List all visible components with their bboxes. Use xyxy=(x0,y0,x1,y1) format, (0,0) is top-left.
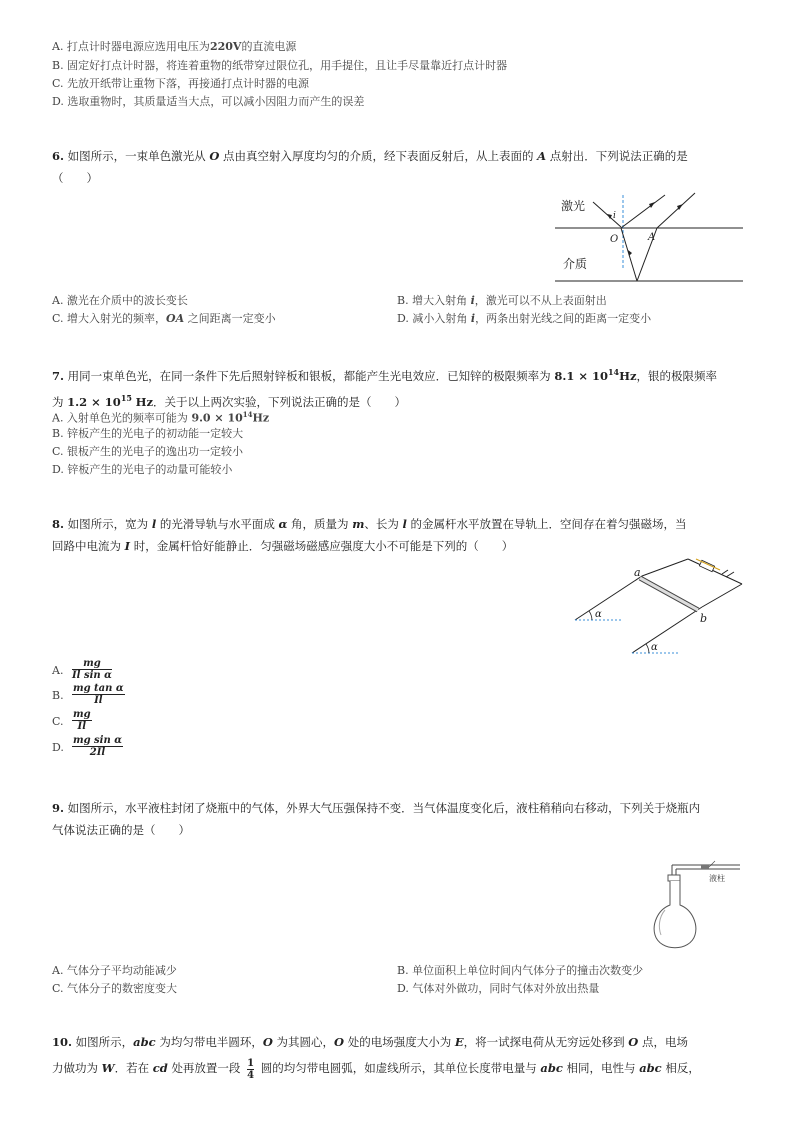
q8-label-a: a xyxy=(634,566,641,579)
q6-option-c: C. 增大入射光的频率，OA 之间距离一定变小 xyxy=(52,312,276,325)
q8-option-b-label: B. xyxy=(52,689,64,702)
q6-figure xyxy=(555,190,745,285)
q9-figure xyxy=(655,855,745,955)
q6-label-A: A xyxy=(648,232,656,243)
q7-option-b: B. 锌板产生的光电子的初动能一定较大 xyxy=(52,427,244,440)
q8-option-d-fraction: $\frac{\text{mg sin α}}{2Il}$ xyxy=(73,735,122,758)
q8-figure xyxy=(570,556,750,656)
q7-option-a: A. 入射单色光的频率可能为 $9.0 \times 10^{14}Hz$ xyxy=(52,410,270,425)
q8-option-a-label: A. xyxy=(52,664,64,677)
q10-stem-line1: 10. 如图所示，abc 为均匀带电半圆环，O 为其圆心，O 处的电场强度大小为 E，将一试探电荷从无穷远处移到 O 点，电场 xyxy=(52,1035,688,1049)
q10-stem-line2: 力做功为 W．若在 cd 处再放置一段 $\frac{1}{4}$ 圆的均匀带电圆弧，如虚线所示，其单位长度带电量与 abc 相同，电性与 abc 相反， xyxy=(52,1057,700,1081)
q9-option-b: B. 单位面积上单位时间内气体分子的撞击次数变少 xyxy=(397,964,644,977)
q6-label-O: O xyxy=(610,234,619,245)
q8-option-a-fraction: $\frac{mg}{\text{Il sin α}}$ xyxy=(72,658,112,681)
q6-label-medium: 介质 xyxy=(563,257,588,271)
q7-option-c: C. 银板产生的光电子的逸出功一定较小 xyxy=(52,445,244,458)
q6-label-laser: 激光 xyxy=(561,199,586,213)
q9-option-c: C. 气体分子的数密度变大 xyxy=(52,982,178,995)
q6-label-i: i xyxy=(613,211,616,221)
q7-stem: 7. 用同一束单色光，在同一条件下先后照射锌板和银板，都能产生光电效应．已知锌的极限频率为 $8.1 \times 10^{14}Hz$，银的极限频率 为 $1.2 \times 10^{15}$ Hz．关于以上两次实验，下列说法正确的是（ ） xyxy=(52,367,718,409)
q8-label-alpha2: α xyxy=(651,642,658,653)
q8-label-alpha1: α xyxy=(595,609,602,620)
q5-option-d: D. 选取重物时，其质量适当大点，可以减小因阻力而产生的误差 xyxy=(52,95,365,108)
q5-option-a: A. 打点计时器电源应选用电压为220V的直流电源 xyxy=(52,40,297,53)
q6-stem: 6. 如图所示，一束单色激光从 O 点由真空射入厚度均匀的介质，经下表面反射后，从上表面的 A 点射出．下列说法正确的是 （ ） xyxy=(52,149,688,185)
q8-option-b-fraction: $\frac{\text{mg tan α}}{Il}$ xyxy=(73,683,124,706)
q6-option-b: B. 增大入射角 i，激光可以不从上表面射出 xyxy=(397,294,607,307)
q6-option-a: A. 激光在介质中的波长变长 xyxy=(52,294,188,307)
q5-option-b: B. 固定好打点计时器，将连着重物的纸带穿过限位孔，用手提住，且让手尽量靠近打点计时器 xyxy=(52,59,508,72)
q6-option-d: D. 减小入射角 i，两条出射光线之间的距离一定变小 xyxy=(397,312,652,325)
q8-option-d-label: D. xyxy=(52,741,64,754)
q8-option-c-label: C. xyxy=(52,715,64,728)
q9-option-d: D. 气体对外做功，同时气体对外放出热量 xyxy=(397,982,600,995)
q9-label-liquid: 液柱 xyxy=(709,874,725,883)
q8-option-c-fraction: $\frac{mg}{Il}$ xyxy=(73,709,91,732)
q10-fraction: $\frac{1}{4}$ xyxy=(247,1057,255,1081)
q9-stem: 9. 如图所示，水平液柱封闭了烧瓶中的气体，外界大气压强保持不变．当气体温度变化后，液柱稍稍向右移动，下列关于烧瓶内 气体说法正确的是（ ） xyxy=(52,801,701,837)
q5-option-c: C. 先放开纸带让重物下落，再接通打点计时器的电源 xyxy=(52,77,310,90)
q8-stem: 8. 如图所示，宽为 l 的光滑导轨与水平面成 α 角，质量为 m、长为 l 的金属杆水平放置在导轨上．空间存在着匀强磁场，当 回路中电流为 I 时，金属杆恰好能静止．匀强磁场磁感应强度大小不可能是下列的（ ） xyxy=(52,517,687,553)
q9-option-a: A. 气体分子平均动能减少 xyxy=(52,964,177,977)
q8-label-b: b xyxy=(700,612,708,625)
q7-option-d: D. 锌板产生的光电子的动量可能较小 xyxy=(52,463,233,476)
